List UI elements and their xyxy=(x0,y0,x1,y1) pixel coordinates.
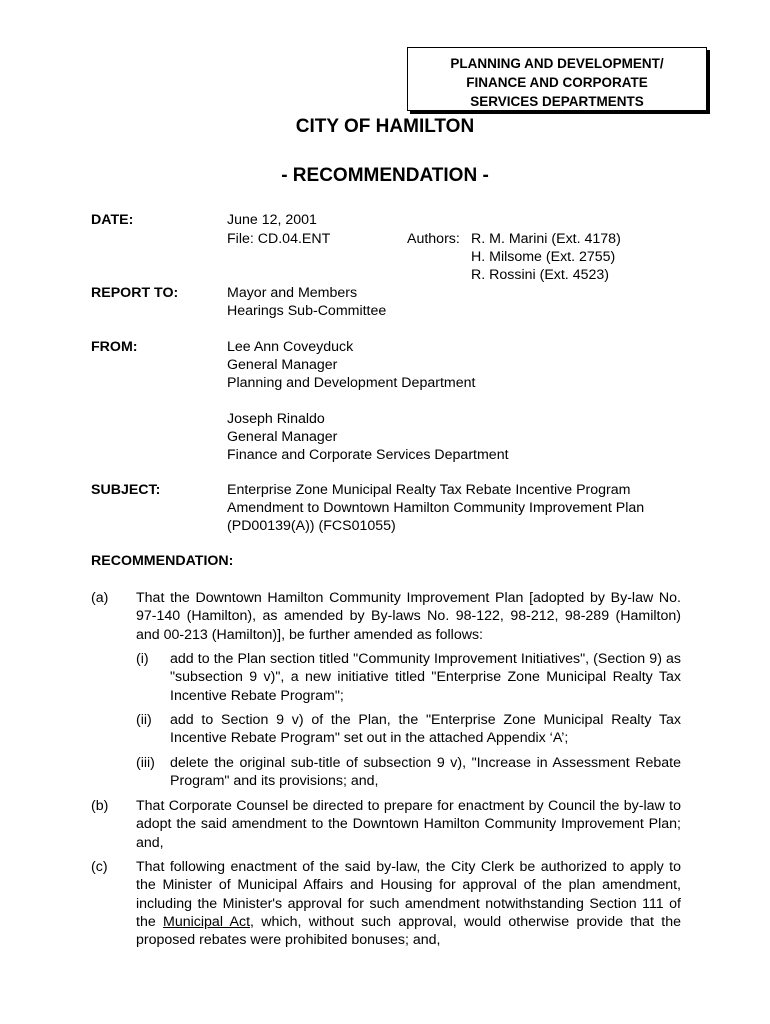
department-line-3: SERVICES DEPARTMENTS xyxy=(470,94,644,109)
municipal-act-reference: Municipal Act xyxy=(163,913,251,930)
report-to-line-2: Hearings Sub-Committee xyxy=(227,303,387,319)
from-person-1-department: Planning and Development Department xyxy=(227,375,476,391)
item-c-text xyxy=(136,858,681,949)
item-c-text-before: That following enactment of the said by-law, the City Clerk be authorized to apply to the Minister of Municipal Affairs and Housing for approval of the plan amendment, including the Minister's approval for such amendment notwithstanding Section 111 of the xyxy=(136,859,681,930)
item-b-text: That Corporate Counsel be directed to prepare for enactment by Council the by-law to adopt the said amendment to the Downtown Hamilton Community Improvement Plan; and, xyxy=(136,798,681,851)
item-a-text: That the Downtown Hamilton Community Improvement Plan [adopted by By-law No. 97-140 (Hamilton), as amended by By-laws No. 98-122, 98-212, 98-289 (Hamilton) and 00-213 (Hamilton)], be further amended as follows: xyxy=(136,590,681,643)
date-value: June 12, 2001 xyxy=(227,212,317,228)
subitem-ii-text: add to Section 9 v) of the Plan, the "Enterprise Zone Municipal Realty Tax Incentive Rebate Program" set out in the attached Appendix ‘A’; xyxy=(170,712,681,747)
item-a-marker: (a) xyxy=(91,590,109,606)
subitem-i-text: add to the Plan section titled "Community Improvement Initiatives", (Section 9) as "subsection 9 v)", a new initiative titled "Enterprise Zone Municipal Realty Tax Incentive Rebate Program"; xyxy=(170,651,681,704)
author-3: R. Rossini (Ext. 4523) xyxy=(471,267,609,283)
subitem-iii-marker: (iii) xyxy=(136,755,155,771)
from-person-1-title: General Manager xyxy=(227,357,338,373)
subitem-iii-text: delete the original sub-title of subsection 9 v), "Increase in Assessment Rebate Program" and its provisions; and, xyxy=(170,755,681,790)
from-label: FROM: xyxy=(91,339,138,355)
subject-line-3: (PD00139(A)) (FCS01055) xyxy=(227,518,396,534)
recommendation-heading: RECOMMENDATION: xyxy=(91,553,234,569)
item-b-marker: (b) xyxy=(91,798,109,814)
from-person-2-title: General Manager xyxy=(227,429,338,445)
from-person-1-name: Lee Ann Coveyduck xyxy=(227,339,354,355)
author-1: R. M. Marini (Ext. 4178) xyxy=(471,231,621,247)
subject-line-2: Amendment to Downtown Hamilton Community Improvement Plan xyxy=(227,500,645,516)
item-c-marker: (c) xyxy=(91,859,108,875)
file-number: File: CD.04.ENT xyxy=(227,231,331,247)
item-c-text-after: , which, without such approval, would otherwise provide that the proposed rebates were prohibited bonuses; and, xyxy=(136,913,682,949)
department-line-1: PLANNING AND DEVELOPMENT/ xyxy=(450,56,664,71)
from-person-2-department: Finance and Corporate Services Department xyxy=(227,447,509,463)
subitem-i-marker: (i) xyxy=(136,651,149,667)
document-title: - RECOMMENDATION - xyxy=(281,165,489,186)
date-label: DATE: xyxy=(91,212,134,228)
subject-label: SUBJECT: xyxy=(91,482,161,498)
subject-line-1: Enterprise Zone Municipal Realty Tax Rebate Incentive Program xyxy=(227,482,631,498)
subitem-ii-marker: (ii) xyxy=(136,712,152,728)
author-2: H. Milsome (Ext. 2755) xyxy=(471,249,616,265)
city-title: CITY OF HAMILTON xyxy=(295,116,475,137)
report-to-label: REPORT TO: xyxy=(91,285,179,301)
from-person-2-name: Joseph Rinaldo xyxy=(227,411,325,427)
report-to-line-1: Mayor and Members xyxy=(227,285,358,301)
department-line-2: FINANCE AND CORPORATE xyxy=(466,75,648,90)
department-box xyxy=(407,47,707,111)
authors-label: Authors: xyxy=(407,231,460,247)
